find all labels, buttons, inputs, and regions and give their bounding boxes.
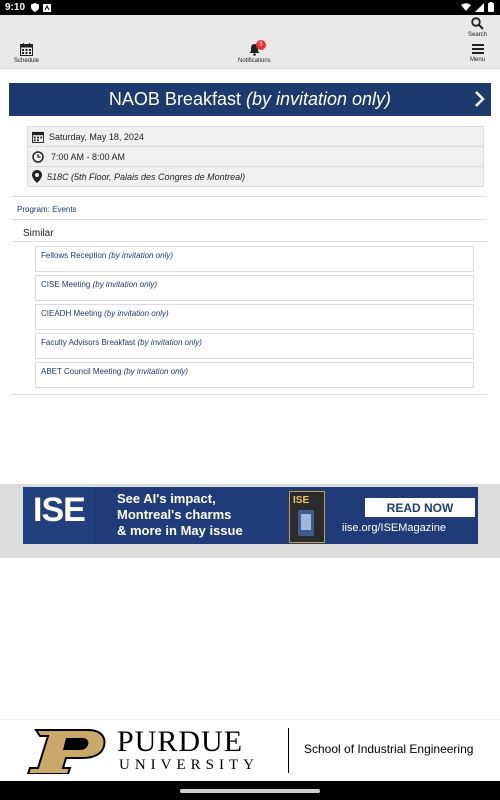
divider [12,196,487,197]
divider [12,394,487,395]
similar-item[interactable]: CISE Meeting (by invitation only) [35,275,474,301]
school-name: School of Industrial Engineering [304,742,474,756]
notifications-label: Notifications [238,58,271,64]
signal-icon [475,3,484,12]
footer-divider [288,728,289,773]
app-notification-icon [43,4,51,12]
hamburger-menu-icon [472,43,484,55]
svg-text:ISE: ISE [293,495,310,506]
menu-button[interactable] [470,43,485,63]
search-label: Search [468,32,488,38]
calendar-icon [20,43,33,56]
event-time: 7:00 AM - 8:00 AM [51,151,126,162]
event-location-row[interactable] [28,167,483,186]
purdue-wordmark: PURDUE [117,725,244,758]
ise-logo: ISE [23,487,94,544]
purdue-p-logo [22,728,106,774]
magazine-cover-image [289,491,325,543]
battery-icon [488,2,494,12]
event-time-row [28,147,483,167]
search-icon [471,17,484,30]
program-link[interactable]: Program: Events [17,205,77,214]
divider [12,219,487,220]
clock-icon [32,151,44,163]
shield-icon [31,3,39,12]
schedule-button[interactable] [14,43,39,64]
event-date-row [28,127,483,147]
schedule-label: Schedule [14,58,40,64]
search-button[interactable] [468,17,487,38]
read-now-button[interactable]: READ NOW [365,498,475,517]
wifi-icon [461,3,471,11]
status-time: 9:10 [5,2,26,13]
event-details [27,126,484,187]
similar-item[interactable]: Fellows Reception (by invitation only) [35,246,474,272]
divider [12,241,487,242]
menu-label: Menu [470,57,486,63]
similar-list [35,246,474,391]
chevron-right-icon[interactable] [473,90,485,108]
similar-item[interactable]: Faculty Advisors Breakfast (by invitation only) [35,333,474,359]
footer [0,719,500,782]
system-nav-bar [0,781,500,800]
notifications-button[interactable] [238,43,271,64]
event-title: NAOB Breakfast (by invitation only) [108,89,392,109]
similar-item[interactable]: CIEADH Meeting (by invitation only) [35,304,474,330]
ad-url: iise.org/ISEMagazine [342,522,446,534]
ise-magazine-ad[interactable] [23,487,478,544]
app-toolbar [0,15,500,69]
calendar-icon [32,131,44,143]
home-gesture-handle[interactable] [180,789,320,793]
similar-heading: Similar [23,228,54,239]
university-wordmark: UNIVERSITY [119,757,259,773]
event-date: Saturday, May 18, 2024 [49,131,144,142]
event-title-bar[interactable] [9,83,491,116]
map-pin-icon [32,170,42,183]
status-bar [0,0,500,15]
similar-item[interactable]: ABET Council Meeting (by invitation only) [35,362,474,388]
ad-headline: See AI's impact, Montreal's charms & more in May issue [117,491,243,538]
event-location[interactable]: 518C (5th Floor, Palais des Congres de Montreal) [47,171,246,182]
notifications-badge: 3 [256,40,266,50]
